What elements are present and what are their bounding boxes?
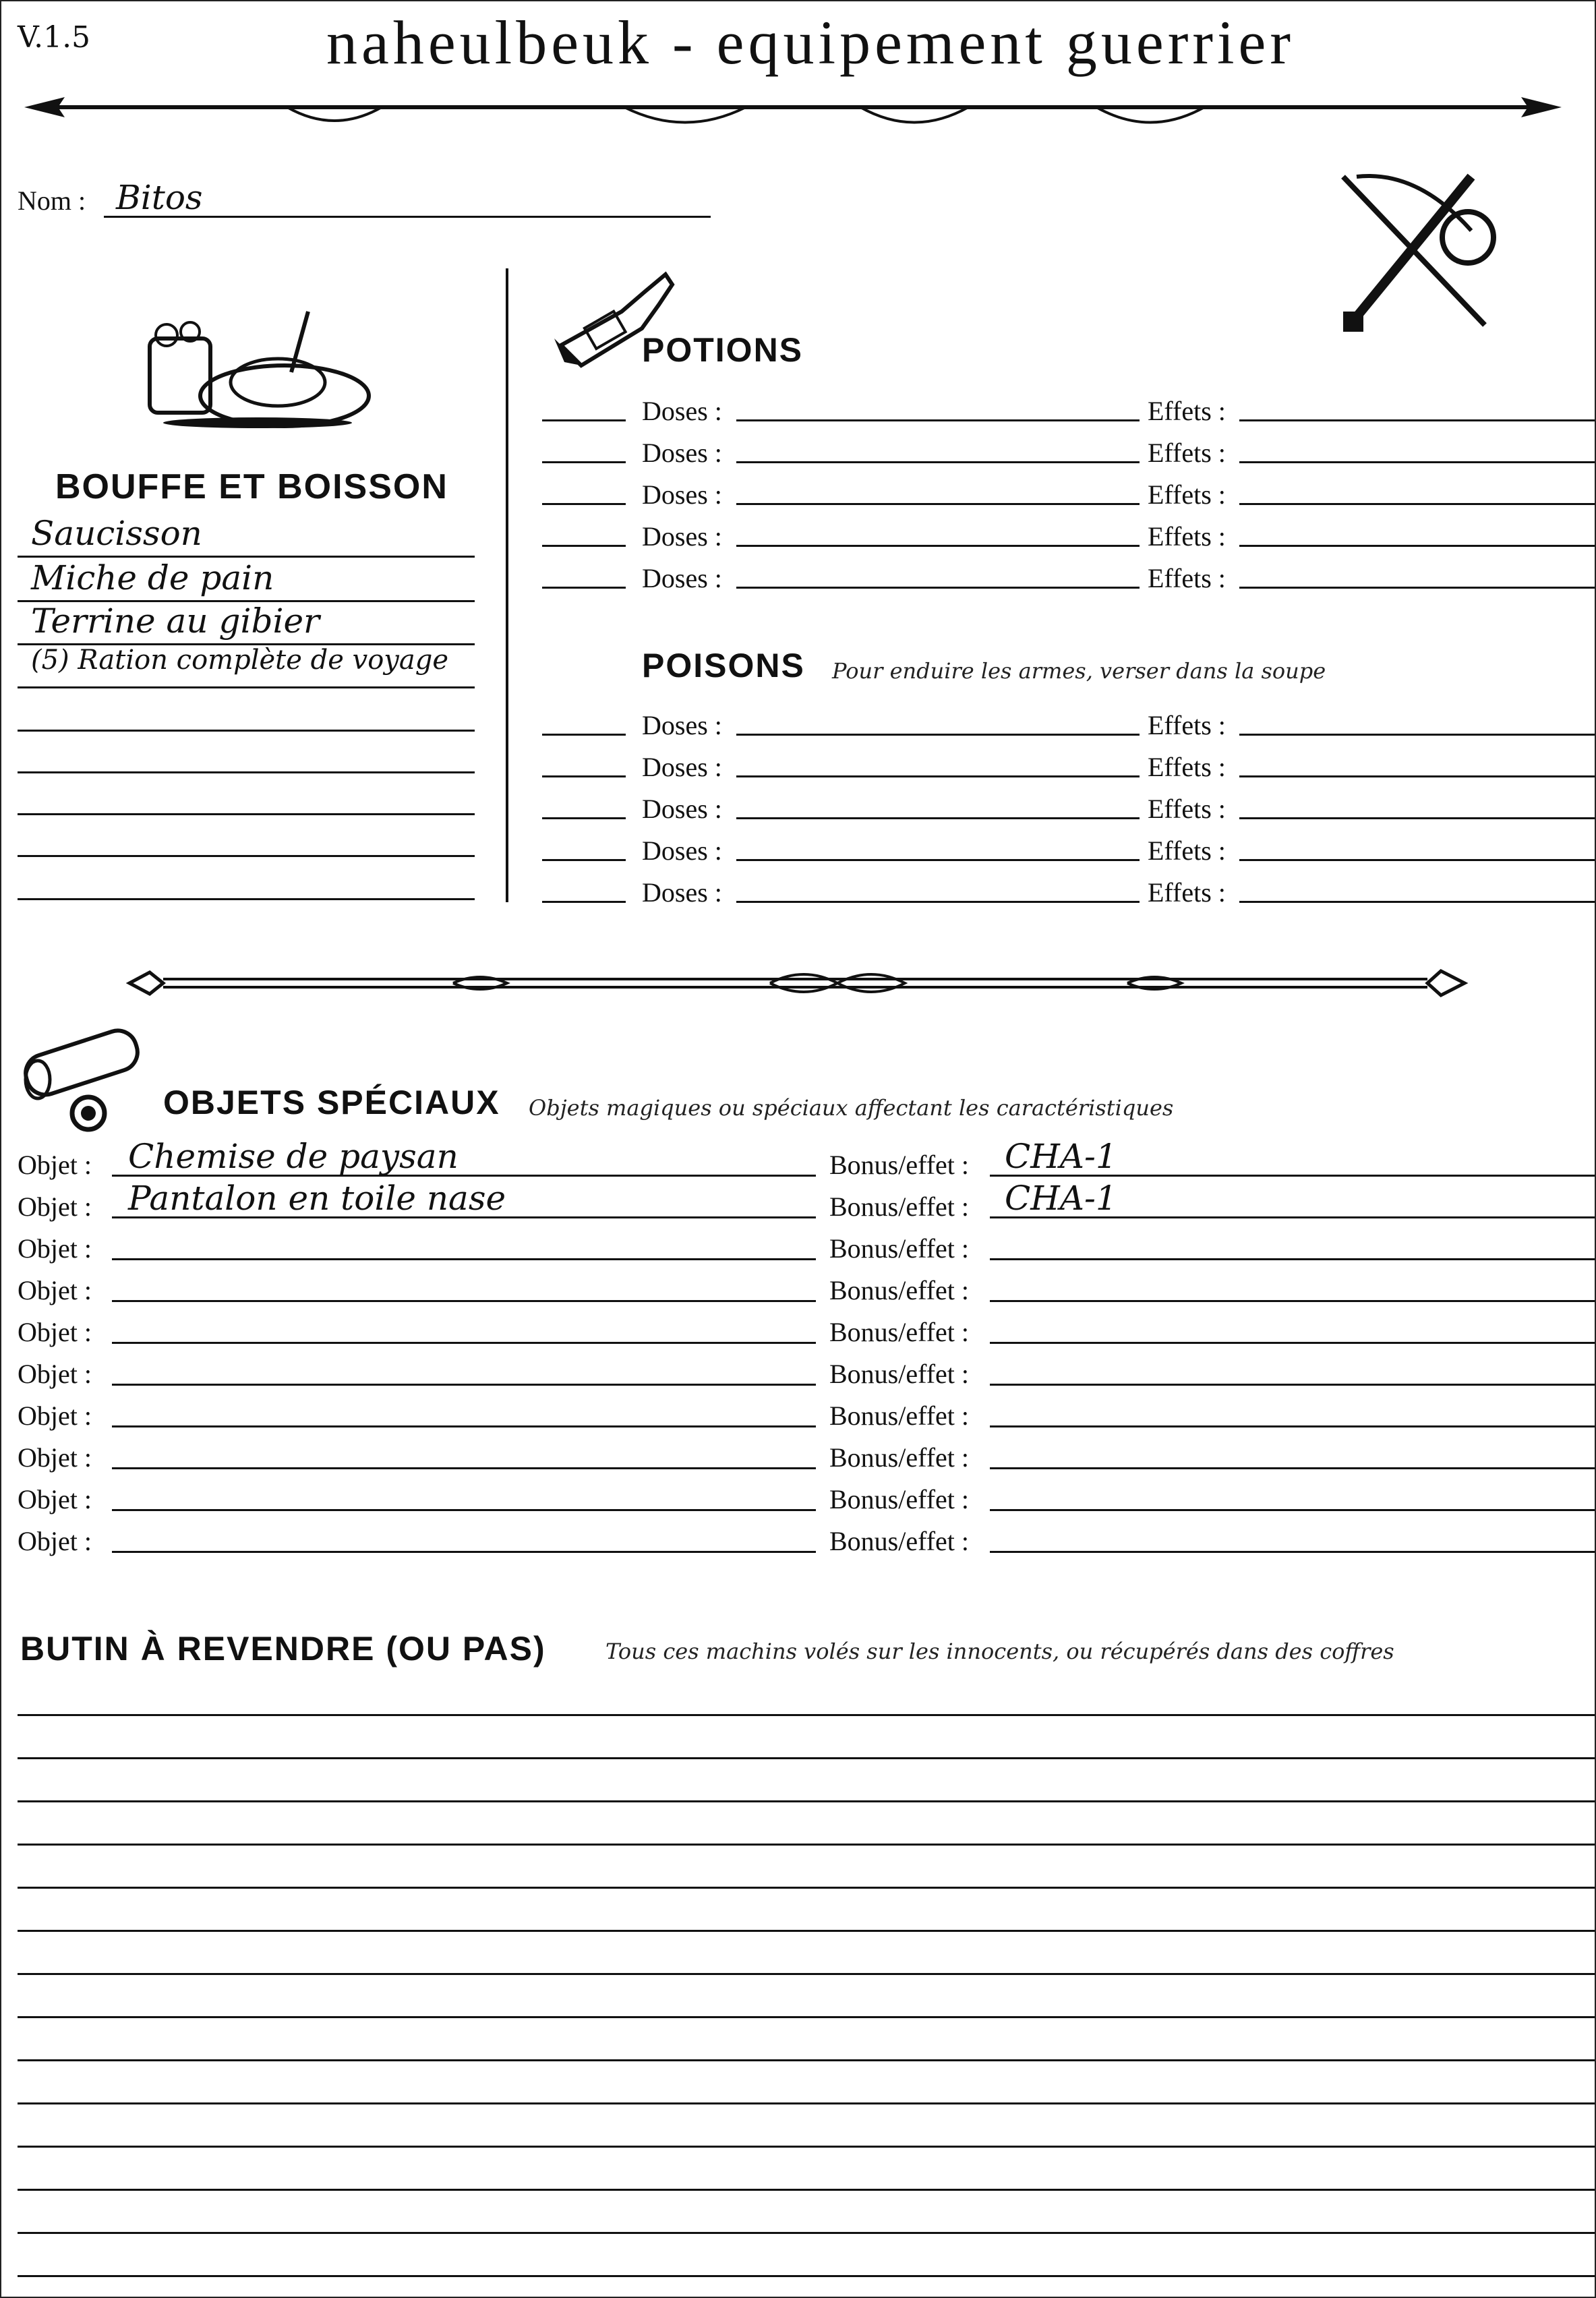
poisons-doses-label: Doses : — [642, 794, 722, 824]
object-line — [112, 1342, 816, 1344]
loot-line — [18, 2016, 1596, 2018]
food-item[interactable]: (5) Ration complète de voyage — [31, 645, 449, 676]
poisons-doses-label: Doses : — [642, 752, 722, 782]
sheet-title: naheulbeuk - equipement guerrier — [326, 8, 1295, 77]
poisons-effects-label: Effets : — [1148, 710, 1226, 740]
food-item-line — [18, 855, 475, 857]
food-item[interactable]: Miche de pain — [31, 558, 274, 597]
potions-doses-line — [736, 503, 1140, 505]
potions-doses-line — [736, 587, 1140, 589]
bonus-line — [990, 1551, 1596, 1553]
bonus-line — [990, 1509, 1596, 1511]
loot-line — [18, 1887, 1596, 1889]
column-divider — [506, 268, 508, 902]
poisons-doses-label: Doses : — [642, 877, 722, 908]
poisons-effects-line — [1239, 859, 1596, 861]
potions-qty-line[interactable] — [542, 503, 626, 505]
potions-effects-line — [1239, 587, 1596, 589]
object-label: Objet : — [18, 1442, 92, 1473]
food-item[interactable]: Saucisson — [31, 514, 202, 553]
bonus-line — [990, 1467, 1596, 1469]
poisons-doses-line — [736, 775, 1140, 777]
bonus-line — [990, 1216, 1596, 1218]
potions-qty-line[interactable] — [542, 419, 626, 421]
food-item-line — [18, 686, 475, 688]
potions-qty-line[interactable] — [542, 587, 626, 589]
potions-doses-line — [736, 461, 1140, 463]
poisons-qty-line[interactable] — [542, 734, 626, 736]
food-icon — [136, 298, 379, 433]
bonus-value[interactable]: CHA-1 — [1005, 1137, 1117, 1176]
potions-doses-label: Doses : — [642, 563, 722, 593]
potions-effects-line — [1239, 545, 1596, 547]
loot-line — [18, 2102, 1596, 2104]
loot-line — [18, 1844, 1596, 1846]
bonus-label: Bonus/effet : — [829, 1359, 970, 1389]
name-value[interactable]: Bitos — [116, 178, 203, 217]
bonus-label: Bonus/effet : — [829, 1233, 970, 1264]
poisons-qty-line[interactable] — [542, 775, 626, 777]
loot-line — [18, 1800, 1596, 1802]
poisons-effects-line — [1239, 901, 1596, 903]
bonus-label: Bonus/effet : — [829, 1442, 970, 1473]
bonus-label: Bonus/effet : — [829, 1317, 970, 1347]
version-label: V.1.5 — [18, 20, 91, 55]
potions-effects-label: Effets : — [1148, 521, 1226, 552]
poisons-qty-line[interactable] — [542, 859, 626, 861]
special-objects-subtitle: Objets magiques ou spéciaux affectant les caractéristiques — [529, 1095, 1174, 1121]
poisons-subtitle: Pour enduire les armes, verser dans la soupe — [832, 658, 1326, 684]
object-line — [112, 1551, 816, 1553]
potions-doses-label: Doses : — [642, 396, 722, 426]
potions-effects-line — [1239, 461, 1596, 463]
bonus-label: Bonus/effet : — [829, 1526, 970, 1556]
poisons-qty-line[interactable] — [542, 817, 626, 819]
potions-effects-label: Effets : — [1148, 479, 1226, 510]
object-label: Objet : — [18, 1275, 92, 1305]
bonus-line — [990, 1342, 1596, 1344]
object-line — [112, 1384, 816, 1386]
object-line — [112, 1509, 816, 1511]
object-label: Objet : — [18, 1359, 92, 1389]
loot-line — [18, 1930, 1596, 1932]
bonus-line — [990, 1300, 1596, 1302]
potions-heading: POTIONS — [642, 331, 804, 369]
bonus-label: Bonus/effet : — [829, 1275, 970, 1305]
loot-line — [18, 2232, 1596, 2234]
poisons-effects-label: Effets : — [1148, 752, 1226, 782]
potions-doses-label: Doses : — [642, 479, 722, 510]
special-objects-heading: OBJETS SPÉCIAUX — [163, 1084, 500, 1121]
object-label: Objet : — [18, 1233, 92, 1264]
loot-line — [18, 2189, 1596, 2191]
loot-subtitle: Tous ces machins volés sur les innocents, ou récupérés dans des coffres — [605, 1639, 1394, 1664]
poisons-effects-line — [1239, 734, 1596, 736]
bonus-value[interactable]: CHA-1 — [1005, 1179, 1117, 1218]
object-value[interactable]: Pantalon en toile nase — [128, 1179, 506, 1218]
object-value[interactable]: Chemise de paysan — [128, 1137, 459, 1176]
loot-line — [18, 1714, 1596, 1716]
object-line — [112, 1425, 816, 1427]
object-line — [112, 1258, 816, 1260]
potions-doses-line — [736, 419, 1140, 421]
object-line — [112, 1467, 816, 1469]
object-label: Objet : — [18, 1401, 92, 1431]
object-label: Objet : — [18, 1317, 92, 1347]
bonus-label: Bonus/effet : — [829, 1401, 970, 1431]
potions-qty-line[interactable] — [542, 461, 626, 463]
food-item[interactable]: Terrine au gibier — [31, 601, 320, 641]
loot-line — [18, 1757, 1596, 1759]
loot-line — [18, 2275, 1596, 2277]
bonus-line — [990, 1425, 1596, 1427]
poisons-effects-line — [1239, 817, 1596, 819]
bonus-label: Bonus/effet : — [829, 1484, 970, 1514]
poisons-effects-line — [1239, 775, 1596, 777]
bonus-line — [990, 1258, 1596, 1260]
food-item-line — [18, 771, 475, 773]
object-label: Objet : — [18, 1150, 92, 1180]
name-underline — [104, 216, 711, 218]
object-label: Objet : — [18, 1484, 92, 1514]
loot-line — [18, 2146, 1596, 2148]
potions-effects-label: Effets : — [1148, 396, 1226, 426]
scroll-ring-icon — [18, 1029, 152, 1137]
poisons-heading: POISONS — [642, 647, 805, 684]
potions-doses-line — [736, 545, 1140, 547]
poisons-qty-line[interactable] — [542, 901, 626, 903]
object-line — [112, 1216, 816, 1218]
bonus-line — [990, 1384, 1596, 1386]
object-label: Objet : — [18, 1526, 92, 1556]
poisons-doses-line — [736, 734, 1140, 736]
loot-line — [18, 2059, 1596, 2061]
potions-effects-line — [1239, 503, 1596, 505]
poisons-doses-line — [736, 859, 1140, 861]
bonus-label: Bonus/effet : — [829, 1150, 970, 1180]
bonus-line — [990, 1175, 1596, 1177]
staff-divider-icon — [129, 964, 1465, 1005]
potions-doses-label: Doses : — [642, 521, 722, 552]
object-label: Objet : — [18, 1191, 92, 1222]
potions-qty-line[interactable] — [542, 545, 626, 547]
name-label: Nom : — [18, 185, 86, 216]
potions-doses-label: Doses : — [642, 438, 722, 468]
object-line — [112, 1300, 816, 1302]
poisons-effects-label: Effets : — [1148, 877, 1226, 908]
object-line — [112, 1175, 816, 1177]
poisons-doses-label: Doses : — [642, 710, 722, 740]
poisons-doses-label: Doses : — [642, 835, 722, 866]
food-item-line — [18, 556, 475, 558]
poisons-effects-label: Effets : — [1148, 794, 1226, 824]
potions-effects-label: Effets : — [1148, 438, 1226, 468]
food-heading: BOUFFE ET BOISSON — [55, 467, 448, 506]
bonus-label: Bonus/effet : — [829, 1191, 970, 1222]
poisons-doses-line — [736, 817, 1140, 819]
loot-heading: BUTIN À REVENDRE (OU PAS) — [20, 1630, 546, 1668]
poisons-doses-line — [736, 901, 1140, 903]
food-item-line — [18, 898, 475, 900]
poisons-effects-label: Effets : — [1148, 835, 1226, 866]
potions-effects-label: Effets : — [1148, 563, 1226, 593]
banner-spear-icon — [18, 84, 1568, 138]
food-item-line — [18, 730, 475, 732]
food-item-line — [18, 813, 475, 815]
loot-line — [18, 1973, 1596, 1975]
weapons-icon — [1330, 156, 1518, 345]
potions-effects-line — [1239, 419, 1596, 421]
